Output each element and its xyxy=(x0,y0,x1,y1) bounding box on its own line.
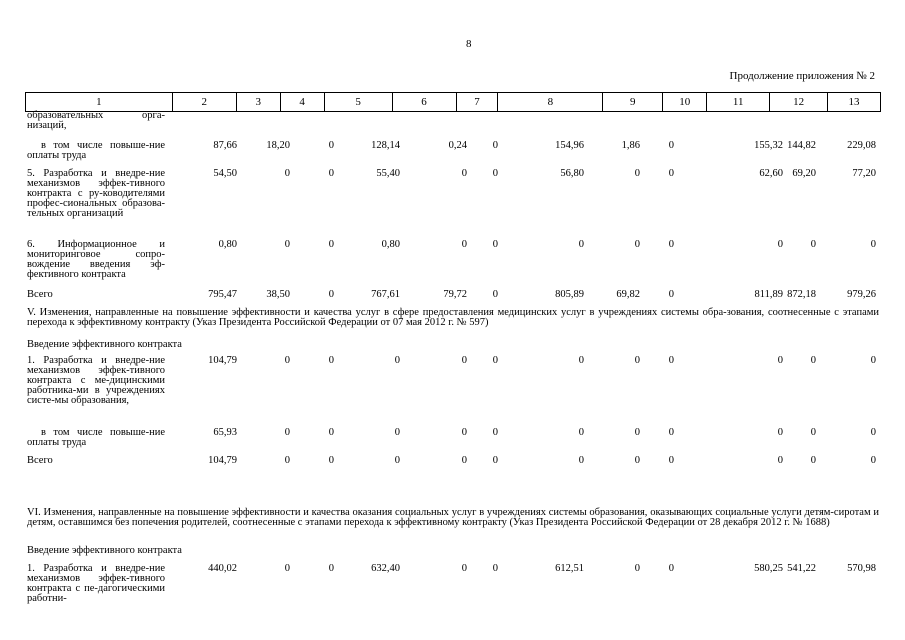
row-label: образовательных орга-низаций, xyxy=(27,110,165,131)
row-label: 5. Разработка и внедре-ние механизмов эффек-тивного контракта с ру-ководителями профес-сиональных образова-тельных организаций xyxy=(27,168,165,219)
table-cell: 805,89 xyxy=(555,289,584,300)
section-heading-v: V. Изменения, направленные на повышение эффективности и качества услуг в сфере предоставления медицинских услуг в учреждениях системы обра-зования, соотнесенные с этапами перехода к эффективному контракту (Указ Президента Российской Федерации от 07 мая 2012 г. № 597) xyxy=(27,307,879,328)
table-cell: 0 xyxy=(777,239,783,250)
table-cell: 0 xyxy=(492,140,498,151)
table-cell: 0 xyxy=(634,355,640,366)
table-cell: 0 xyxy=(328,168,334,179)
column-header: 9 xyxy=(603,93,663,111)
table-cell: 0 xyxy=(668,355,674,366)
table-cell: 632,40 xyxy=(371,563,400,574)
table-cell: 0 xyxy=(461,239,467,250)
table-cell: 0,24 xyxy=(448,140,467,151)
table-cell: 0 xyxy=(394,455,400,466)
table-cell: 0 xyxy=(328,563,334,574)
table-cell: 0 xyxy=(777,455,783,466)
table-cell: 0 xyxy=(492,168,498,179)
table-cell: 0 xyxy=(810,239,816,250)
column-header: 7 xyxy=(457,93,499,111)
table-cell: 69,82 xyxy=(616,289,640,300)
table-cell: 440,02 xyxy=(208,563,237,574)
table-cell: 0 xyxy=(870,355,876,366)
column-header: 11 xyxy=(707,93,770,111)
table-cell: 0 xyxy=(328,140,334,151)
column-header: 1 xyxy=(26,93,173,111)
table-cell: 0 xyxy=(492,563,498,574)
table-cell: 541,22 xyxy=(787,563,816,574)
table-cell: 0 xyxy=(328,427,334,438)
table-cell: 0 xyxy=(461,168,467,179)
section-heading-vi: VI. Изменения, направленные на повышение эффективности и качества оказания социальных услуг в учреждениях системы образования, оказывающих социальные услуги детям-сиротам и детям, оставшимся без попечения родителей, соотнесенные с этапами перехода к эффективному контракту (Указ Президента Российской Федерации от 28 декабря 2012 г. № 1688) xyxy=(27,507,879,528)
table-cell: 0 xyxy=(284,355,290,366)
table-cell: 580,25 xyxy=(754,563,783,574)
table-cell: 795,47 xyxy=(208,289,237,300)
table-cell: 0 xyxy=(492,427,498,438)
table-cell: 0,80 xyxy=(381,239,400,250)
table-cell: 79,72 xyxy=(443,289,467,300)
table-cell: 0 xyxy=(810,355,816,366)
table-cell: 0 xyxy=(870,427,876,438)
table-cell: 0 xyxy=(668,239,674,250)
table-cell: 155,32 xyxy=(754,140,783,151)
column-header: 2 xyxy=(173,93,237,111)
table-cell: 1,86 xyxy=(621,140,640,151)
row-label: Всего xyxy=(27,289,53,300)
table-cell: 0 xyxy=(328,355,334,366)
section-subheading: Введение эффективного контракта xyxy=(27,545,182,556)
table-cell: 811,89 xyxy=(754,289,783,300)
table-cell: 0 xyxy=(634,239,640,250)
column-header: 6 xyxy=(393,93,457,111)
table-cell: 0 xyxy=(634,168,640,179)
table-cell: 0 xyxy=(492,455,498,466)
table-cell: 104,79 xyxy=(208,455,237,466)
table-cell: 570,98 xyxy=(847,563,876,574)
table-cell: 65,93 xyxy=(213,427,237,438)
table-cell: 0 xyxy=(668,289,674,300)
table-cell: 54,50 xyxy=(213,168,237,179)
table-cell: 0 xyxy=(668,563,674,574)
row-label: 6. Информационное и мониторинговое сопро-вождение введения эф-фективного контракта xyxy=(27,239,165,280)
table-cell: 0 xyxy=(328,239,334,250)
table-cell: 0 xyxy=(328,289,334,300)
column-header: 4 xyxy=(281,93,325,111)
table-cell: 0,80 xyxy=(218,239,237,250)
row-label: Всего xyxy=(27,455,53,466)
table-cell: 0 xyxy=(461,355,467,366)
page-number: 8 xyxy=(466,38,472,50)
table-cell: 0 xyxy=(284,168,290,179)
table-cell: 0 xyxy=(870,455,876,466)
table-cell: 154,96 xyxy=(555,140,584,151)
row-label: в том числе повыше-ние оплаты труда xyxy=(27,427,165,448)
table-cell: 0 xyxy=(284,239,290,250)
table-cell: 62,60 xyxy=(759,168,783,179)
table-cell: 0 xyxy=(810,427,816,438)
table-cell: 0 xyxy=(668,140,674,151)
table-cell: 0 xyxy=(461,455,467,466)
row-label: 1. Разработка и внедре-ние механизмов эффек-тивного контракта с пе-дагогическими работни- xyxy=(27,563,165,604)
table-cell: 0 xyxy=(668,455,674,466)
table-cell: 0 xyxy=(492,239,498,250)
table-cell: 612,51 xyxy=(555,563,584,574)
table-cell: 0 xyxy=(461,563,467,574)
table-cell: 0 xyxy=(394,355,400,366)
table-cell: 0 xyxy=(668,168,674,179)
continuation-label: Продолжение приложения № 2 xyxy=(729,70,875,82)
table-cell: 0 xyxy=(578,239,584,250)
table-cell: 144,82 xyxy=(787,140,816,151)
table-cell: 0 xyxy=(810,455,816,466)
section-subheading: Введение эффективного контракта xyxy=(27,339,182,350)
column-header: 3 xyxy=(237,93,281,111)
table-cell: 0 xyxy=(492,289,498,300)
table-cell: 979,26 xyxy=(847,289,876,300)
table-cell: 55,40 xyxy=(376,168,400,179)
table-cell: 767,61 xyxy=(371,289,400,300)
table-cell: 0 xyxy=(634,563,640,574)
table-cell: 0 xyxy=(492,355,498,366)
table-cell: 0 xyxy=(634,427,640,438)
table-cell: 0 xyxy=(668,427,674,438)
table-cell: 56,80 xyxy=(560,168,584,179)
column-header: 5 xyxy=(325,93,393,111)
table-cell: 0 xyxy=(777,355,783,366)
table-cell: 0 xyxy=(328,455,334,466)
table-cell: 0 xyxy=(284,427,290,438)
table-cell: 0 xyxy=(578,427,584,438)
table-cell: 0 xyxy=(777,427,783,438)
table-cell: 0 xyxy=(578,455,584,466)
table-cell: 69,20 xyxy=(792,168,816,179)
table-cell: 229,08 xyxy=(847,140,876,151)
table-cell: 0 xyxy=(578,355,584,366)
table-cell: 128,14 xyxy=(371,140,400,151)
column-header: 10 xyxy=(663,93,707,111)
table-cell: 0 xyxy=(394,427,400,438)
table-cell: 0 xyxy=(461,427,467,438)
column-header: 12 xyxy=(770,93,828,111)
table-cell: 0 xyxy=(870,239,876,250)
row-label: в том числе повыше-ние оплаты труда xyxy=(27,140,165,161)
table-cell: 0 xyxy=(284,455,290,466)
table-cell: 0 xyxy=(284,563,290,574)
table-cell: 77,20 xyxy=(852,168,876,179)
row-label: 1. Разработка и внедре-ние механизмов эффек-тивного контракта с ме-дицинскими работника-ми в учреждениях систе-мы образования, xyxy=(27,355,165,406)
column-header: 8 xyxy=(498,93,603,111)
table-header xyxy=(25,92,881,112)
table-cell: 0 xyxy=(634,455,640,466)
table-cell: 38,50 xyxy=(266,289,290,300)
table-cell: 104,79 xyxy=(208,355,237,366)
column-header: 13 xyxy=(828,93,881,111)
table-cell: 87,66 xyxy=(213,140,237,151)
table-cell: 872,18 xyxy=(787,289,816,300)
table-cell: 18,20 xyxy=(266,140,290,151)
